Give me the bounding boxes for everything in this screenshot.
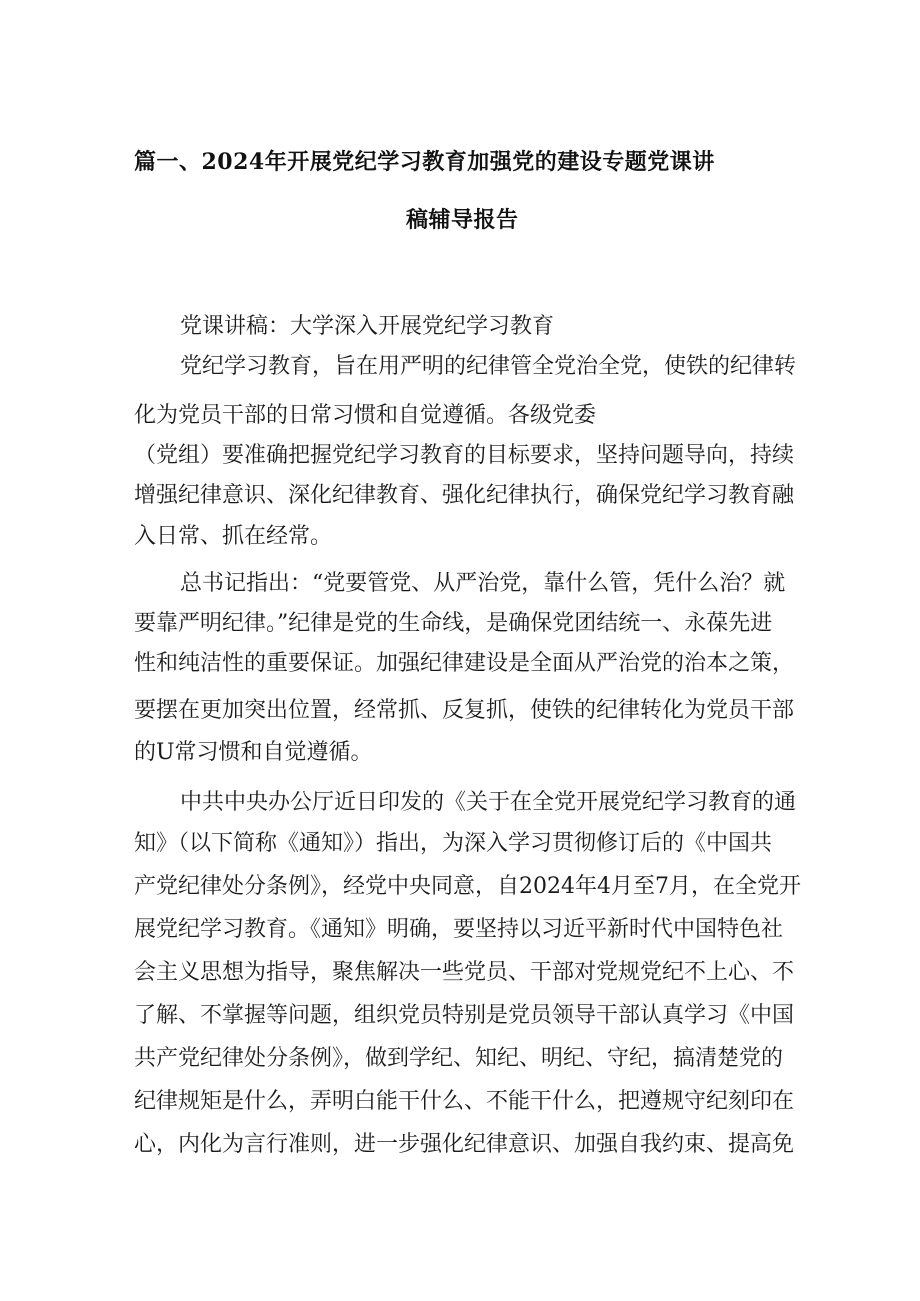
body-line: 化为党员干部的日常习惯和自觉遵循。各级党委 — [134, 403, 597, 428]
body-line: 中共中央办公厅近日印发的《关于在全党开展党纪学习教育的通 — [180, 790, 797, 815]
body-line: 共产党纪律处分条例》，做到学纪、知纪、明纪、守纪，搞清楚党的 — [134, 1046, 784, 1071]
body-line: 党纪学习教育，旨在用严明的纪律管全党治全党，使铁的纪律转 — [180, 354, 797, 379]
document-title-line-2: 稿辅导报告 — [406, 207, 519, 233]
body-line: 的U常习惯和自觉遵循。 — [134, 740, 373, 765]
body-line: 知》（以下简称《通知》）指出，为深入学习贯彻修订后的《中国共 — [134, 831, 773, 856]
document-subtitle: 党课讲稿：大学深入开展党纪学习教育 — [180, 314, 555, 339]
body-line: 产党纪律处分条例》，经党中央同意，自2024年4月至7月，在全党开 — [134, 874, 801, 899]
body-line: 要摆在更加突出位置，经常抓、反复抓，使铁的纪律转化为党员干部 — [134, 698, 795, 723]
body-line: 了解、不掌握等问题，组织党员特别是党员领导干部认真学习《中国 — [134, 1003, 795, 1028]
body-line: 展党纪学习教育。《通知》明确，要坚持以习近平新时代中国特色社 — [134, 917, 784, 942]
body-line: 增强纪律意识、深化纪律教育、强化纪律执行，确保党纪学习教育融 — [134, 483, 795, 508]
document-title-line-1: 篇一、2024年开展党纪学习教育加强党的建设专题党课讲 — [134, 149, 715, 175]
body-line: 入日常、抓在经常。 — [134, 524, 333, 549]
body-line: 会主义思想为指导，聚焦解决一些党员、干部对党规党纪不上心、不 — [134, 960, 795, 985]
body-line: 总书记指出：“党要管党、从严治党，靠什么管，凭什么治？就 — [180, 571, 786, 596]
body-line: 性和纯洁性的重要保证。加强纪律建设是全面从严治党的治本之策， — [134, 651, 795, 676]
body-line: 心，内化为言行准则，进一步强化纪律意识、加强自我约束、提高免 — [134, 1132, 795, 1157]
body-line: 纪律规矩是什么，弄明白能干什么、不能干什么，把遵规守纪刻印在 — [134, 1089, 795, 1114]
body-line: （党组）要准确把握党纪学习教育的目标要求，坚持问题导向，持续 — [134, 443, 795, 468]
body-line: 要靠严明纪律。”纪律是党的生命线，是确保党团结统一、永葆先进 — [134, 611, 773, 636]
